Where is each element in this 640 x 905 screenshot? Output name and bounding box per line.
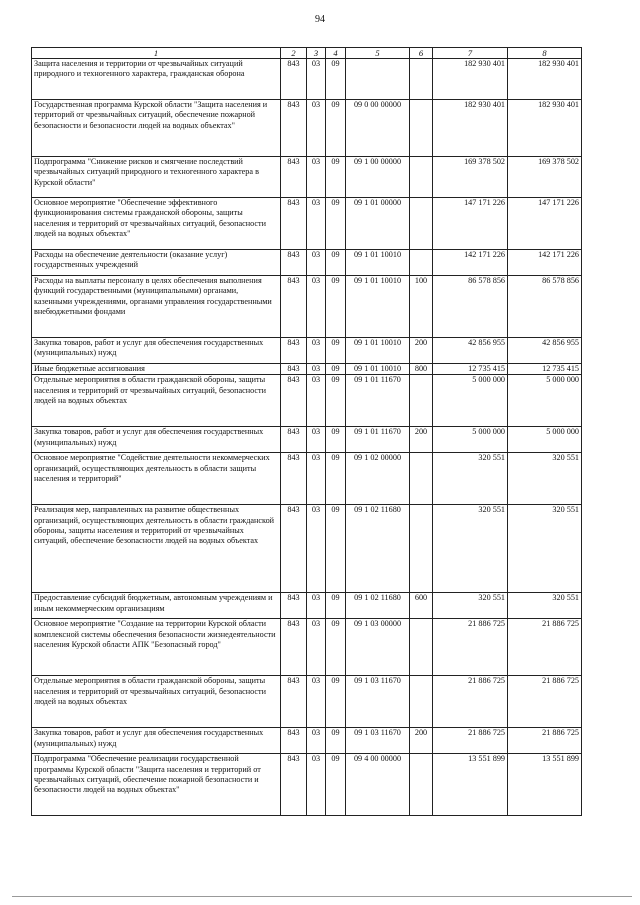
cell-sum2: 13 551 899 <box>508 754 582 816</box>
cell-pr: 09 <box>326 100 346 157</box>
cell-pr: 09 <box>326 453 346 505</box>
cell-sum2: 86 578 856 <box>508 276 582 338</box>
cell-exp <box>410 157 433 198</box>
cell-article: 09 0 00 00000 <box>346 100 410 157</box>
cell-exp: 200 <box>410 427 433 453</box>
cell-sum1: 320 551 <box>433 505 508 593</box>
cell-sum1: 182 930 401 <box>433 100 508 157</box>
cell-sum1: 5 000 000 <box>433 375 508 427</box>
cell-article: 09 1 01 00000 <box>346 198 410 250</box>
cell-sum1: 42 856 955 <box>433 338 508 364</box>
table-row <box>32 375 582 427</box>
cell-name: Государственная программа Курской области "Защита населения и территорий от чрезвычайных ситуаций, обеспечение пожарной безопасности и безопасности людей на водных объектах" <box>32 100 281 157</box>
cell-article: 09 1 00 00000 <box>346 157 410 198</box>
cell-rz: 03 <box>307 505 326 593</box>
cell-sum1: 182 930 401 <box>433 59 508 100</box>
cell-exp: 600 <box>410 593 433 619</box>
cell-name: Подпрограмма "Обеспечение реализации государственной программы Курской области "Защита населения и территорий от чрезвычайных ситуаций, обеспечение пожарной безопасности и безопасности людей на водных объектах" <box>32 754 281 816</box>
cell-rz: 03 <box>307 338 326 364</box>
cell-pr: 09 <box>326 427 346 453</box>
cell-rz: 03 <box>307 619 326 676</box>
cell-gov: 843 <box>281 728 307 754</box>
cell-gov: 843 <box>281 364 307 375</box>
page-bottom-rule <box>12 896 632 897</box>
cell-sum1: 12 735 415 <box>433 364 508 375</box>
cell-gov: 843 <box>281 427 307 453</box>
cell-sum2: 42 856 955 <box>508 338 582 364</box>
cell-sum1: 21 886 725 <box>433 619 508 676</box>
cell-sum2: 182 930 401 <box>508 100 582 157</box>
table-row <box>32 593 582 619</box>
cell-sum2: 169 378 502 <box>508 157 582 198</box>
table-row <box>32 427 582 453</box>
cell-pr: 09 <box>326 593 346 619</box>
table-row <box>32 619 582 676</box>
cell-rz: 03 <box>307 375 326 427</box>
cell-name: Отдельные мероприятия в области гражданской обороны, защиты населения и территорий от чрезвычайных ситуаций, безопасности людей на водных объектах <box>32 676 281 728</box>
cell-sum1: 21 886 725 <box>433 676 508 728</box>
cell-pr: 09 <box>326 198 346 250</box>
cell-article: 09 4 00 00000 <box>346 754 410 816</box>
cell-exp: 200 <box>410 728 433 754</box>
cell-sum2: 5 000 000 <box>508 375 582 427</box>
cell-exp <box>410 375 433 427</box>
cell-exp <box>410 619 433 676</box>
cell-pr: 09 <box>326 59 346 100</box>
cell-rz: 03 <box>307 728 326 754</box>
cell-gov: 843 <box>281 276 307 338</box>
cell-rz: 03 <box>307 593 326 619</box>
cell-article: 09 1 01 10010 <box>346 338 410 364</box>
table-row <box>32 676 582 728</box>
cell-gov: 843 <box>281 754 307 816</box>
page-number: 94 <box>315 14 325 25</box>
cell-gov: 843 <box>281 505 307 593</box>
header-cell: 3 <box>307 48 326 59</box>
cell-sum1: 320 551 <box>433 453 508 505</box>
cell-pr: 09 <box>326 375 346 427</box>
cell-article: 09 1 03 00000 <box>346 619 410 676</box>
table-row <box>32 100 582 157</box>
cell-rz: 03 <box>307 100 326 157</box>
cell-article: 09 1 03 11670 <box>346 728 410 754</box>
cell-gov: 843 <box>281 619 307 676</box>
cell-name: Отдельные мероприятия в области гражданской обороны, защиты населения и территорий от чрезвычайных ситуаций, безопасности людей на водных объектах <box>32 375 281 427</box>
cell-article: 09 1 02 00000 <box>346 453 410 505</box>
cell-article: 09 1 01 11670 <box>346 375 410 427</box>
table-row <box>32 364 582 375</box>
cell-rz: 03 <box>307 276 326 338</box>
cell-gov: 843 <box>281 157 307 198</box>
cell-gov: 843 <box>281 676 307 728</box>
cell-article: 09 1 02 11680 <box>346 505 410 593</box>
cell-rz: 03 <box>307 250 326 276</box>
cell-pr: 09 <box>326 338 346 364</box>
cell-pr: 09 <box>326 754 346 816</box>
header-cell: 5 <box>346 48 410 59</box>
cell-name: Предоставление субсидий бюджетным, автономным учреждениям и иным некоммерческим организациям <box>32 593 281 619</box>
cell-rz: 03 <box>307 676 326 728</box>
cell-rz: 03 <box>307 754 326 816</box>
cell-article: 09 1 02 11680 <box>346 593 410 619</box>
header-cell: 8 <box>508 48 582 59</box>
table-row <box>32 157 582 198</box>
cell-sum2: 21 886 725 <box>508 619 582 676</box>
cell-sum1: 320 551 <box>433 593 508 619</box>
table-row <box>32 198 582 250</box>
cell-pr: 09 <box>326 619 346 676</box>
cell-gov: 843 <box>281 59 307 100</box>
cell-sum2: 320 551 <box>508 505 582 593</box>
cell-gov: 843 <box>281 198 307 250</box>
cell-pr: 09 <box>326 276 346 338</box>
cell-rz: 03 <box>307 198 326 250</box>
table-row <box>32 276 582 338</box>
cell-name: Закупка товаров, работ и услуг для обеспечения государственных (муниципальных) нужд <box>32 427 281 453</box>
cell-rz: 03 <box>307 157 326 198</box>
table-row <box>32 754 582 816</box>
cell-sum2: 320 551 <box>508 593 582 619</box>
cell-exp: 200 <box>410 338 433 364</box>
table-row <box>32 338 582 364</box>
cell-name: Основное мероприятие "Содействие деятельности некоммерческих организаций, осуществляющих деятельность в области защиты населения и территорий" <box>32 453 281 505</box>
cell-name: Расходы на обеспечение деятельности (оказание услуг) государственных учреждений <box>32 250 281 276</box>
cell-exp <box>410 59 433 100</box>
header-cell: 4 <box>326 48 346 59</box>
header-row <box>32 48 582 59</box>
cell-article: 09 1 01 11670 <box>346 427 410 453</box>
cell-pr: 09 <box>326 364 346 375</box>
cell-gov: 843 <box>281 338 307 364</box>
cell-name: Подпрограмма "Снижение рисков и смягчение последствий чрезвычайных ситуаций природного и техногенного характера в Курской области" <box>32 157 281 198</box>
cell-sum2: 5 000 000 <box>508 427 582 453</box>
cell-sum1: 169 378 502 <box>433 157 508 198</box>
cell-exp <box>410 100 433 157</box>
cell-gov: 843 <box>281 453 307 505</box>
cell-name: Основное мероприятие "Создание на территории Курской области комплексной системы обеспечения безопасности жизнедеятельности населения Курской области АПК "Безопасный город" <box>32 619 281 676</box>
cell-pr: 09 <box>326 250 346 276</box>
cell-article: 09 1 01 10010 <box>346 276 410 338</box>
header-cell: 6 <box>410 48 433 59</box>
cell-sum2: 21 886 725 <box>508 728 582 754</box>
cell-name: Основное мероприятие "Обеспечение эффективного функционирования системы гражданской обороны, защиты населения и территорий от чрезвычайных ситуаций, безопасности людей на водных объектах" <box>32 198 281 250</box>
budget-table <box>31 47 582 816</box>
cell-sum2: 182 930 401 <box>508 59 582 100</box>
cell-sum1: 147 171 226 <box>433 198 508 250</box>
cell-sum2: 12 735 415 <box>508 364 582 375</box>
cell-article: 09 1 01 10010 <box>346 364 410 375</box>
table-row <box>32 505 582 593</box>
cell-sum2: 142 171 226 <box>508 250 582 276</box>
cell-name: Закупка товаров, работ и услуг для обеспечения государственных (муниципальных) нужд <box>32 338 281 364</box>
cell-pr: 09 <box>326 157 346 198</box>
cell-article <box>346 59 410 100</box>
table-row <box>32 250 582 276</box>
cell-sum1: 21 886 725 <box>433 728 508 754</box>
cell-exp <box>410 676 433 728</box>
cell-sum1: 13 551 899 <box>433 754 508 816</box>
header-cell: 2 <box>281 48 307 59</box>
cell-pr: 09 <box>326 676 346 728</box>
cell-rz: 03 <box>307 453 326 505</box>
cell-name: Иные бюджетные ассигнования <box>32 364 281 375</box>
cell-rz: 03 <box>307 364 326 375</box>
cell-gov: 843 <box>281 593 307 619</box>
cell-rz: 03 <box>307 59 326 100</box>
cell-sum1: 86 578 856 <box>433 276 508 338</box>
cell-gov: 843 <box>281 250 307 276</box>
table-row <box>32 59 582 100</box>
cell-name: Реализация мер, направленных на развитие общественных организаций, осуществляющих деятельность в области гражданской обороны, защиты населения и территорий от чрезвычайных ситуаций, обеспечение безопасности людей на водных объектах <box>32 505 281 593</box>
cell-sum2: 21 886 725 <box>508 676 582 728</box>
header-cell: 1 <box>32 48 281 59</box>
cell-name: Закупка товаров, работ и услуг для обеспечения государственных (муниципальных) нужд <box>32 728 281 754</box>
cell-article: 09 1 01 10010 <box>346 250 410 276</box>
cell-pr: 09 <box>326 505 346 593</box>
cell-name: Защита населения и территории от чрезвычайных ситуаций природного и техногенного характера, гражданская оборона <box>32 59 281 100</box>
cell-pr: 09 <box>326 728 346 754</box>
cell-exp: 100 <box>410 276 433 338</box>
cell-exp: 800 <box>410 364 433 375</box>
cell-exp <box>410 505 433 593</box>
cell-exp <box>410 453 433 505</box>
table-row <box>32 453 582 505</box>
header-cell: 7 <box>433 48 508 59</box>
cell-sum2: 320 551 <box>508 453 582 505</box>
cell-exp <box>410 198 433 250</box>
cell-article: 09 1 03 11670 <box>346 676 410 728</box>
cell-gov: 843 <box>281 375 307 427</box>
cell-sum2: 147 171 226 <box>508 198 582 250</box>
cell-sum1: 142 171 226 <box>433 250 508 276</box>
cell-exp <box>410 250 433 276</box>
cell-gov: 843 <box>281 100 307 157</box>
cell-sum1: 5 000 000 <box>433 427 508 453</box>
cell-rz: 03 <box>307 427 326 453</box>
table-row <box>32 728 582 754</box>
cell-name: Расходы на выплаты персоналу в целях обеспечения выполнения функций государственными (муниципальными) органами, казенными учреждениями, органами управления государственными внебюджетными фондами <box>32 276 281 338</box>
cell-exp <box>410 754 433 816</box>
